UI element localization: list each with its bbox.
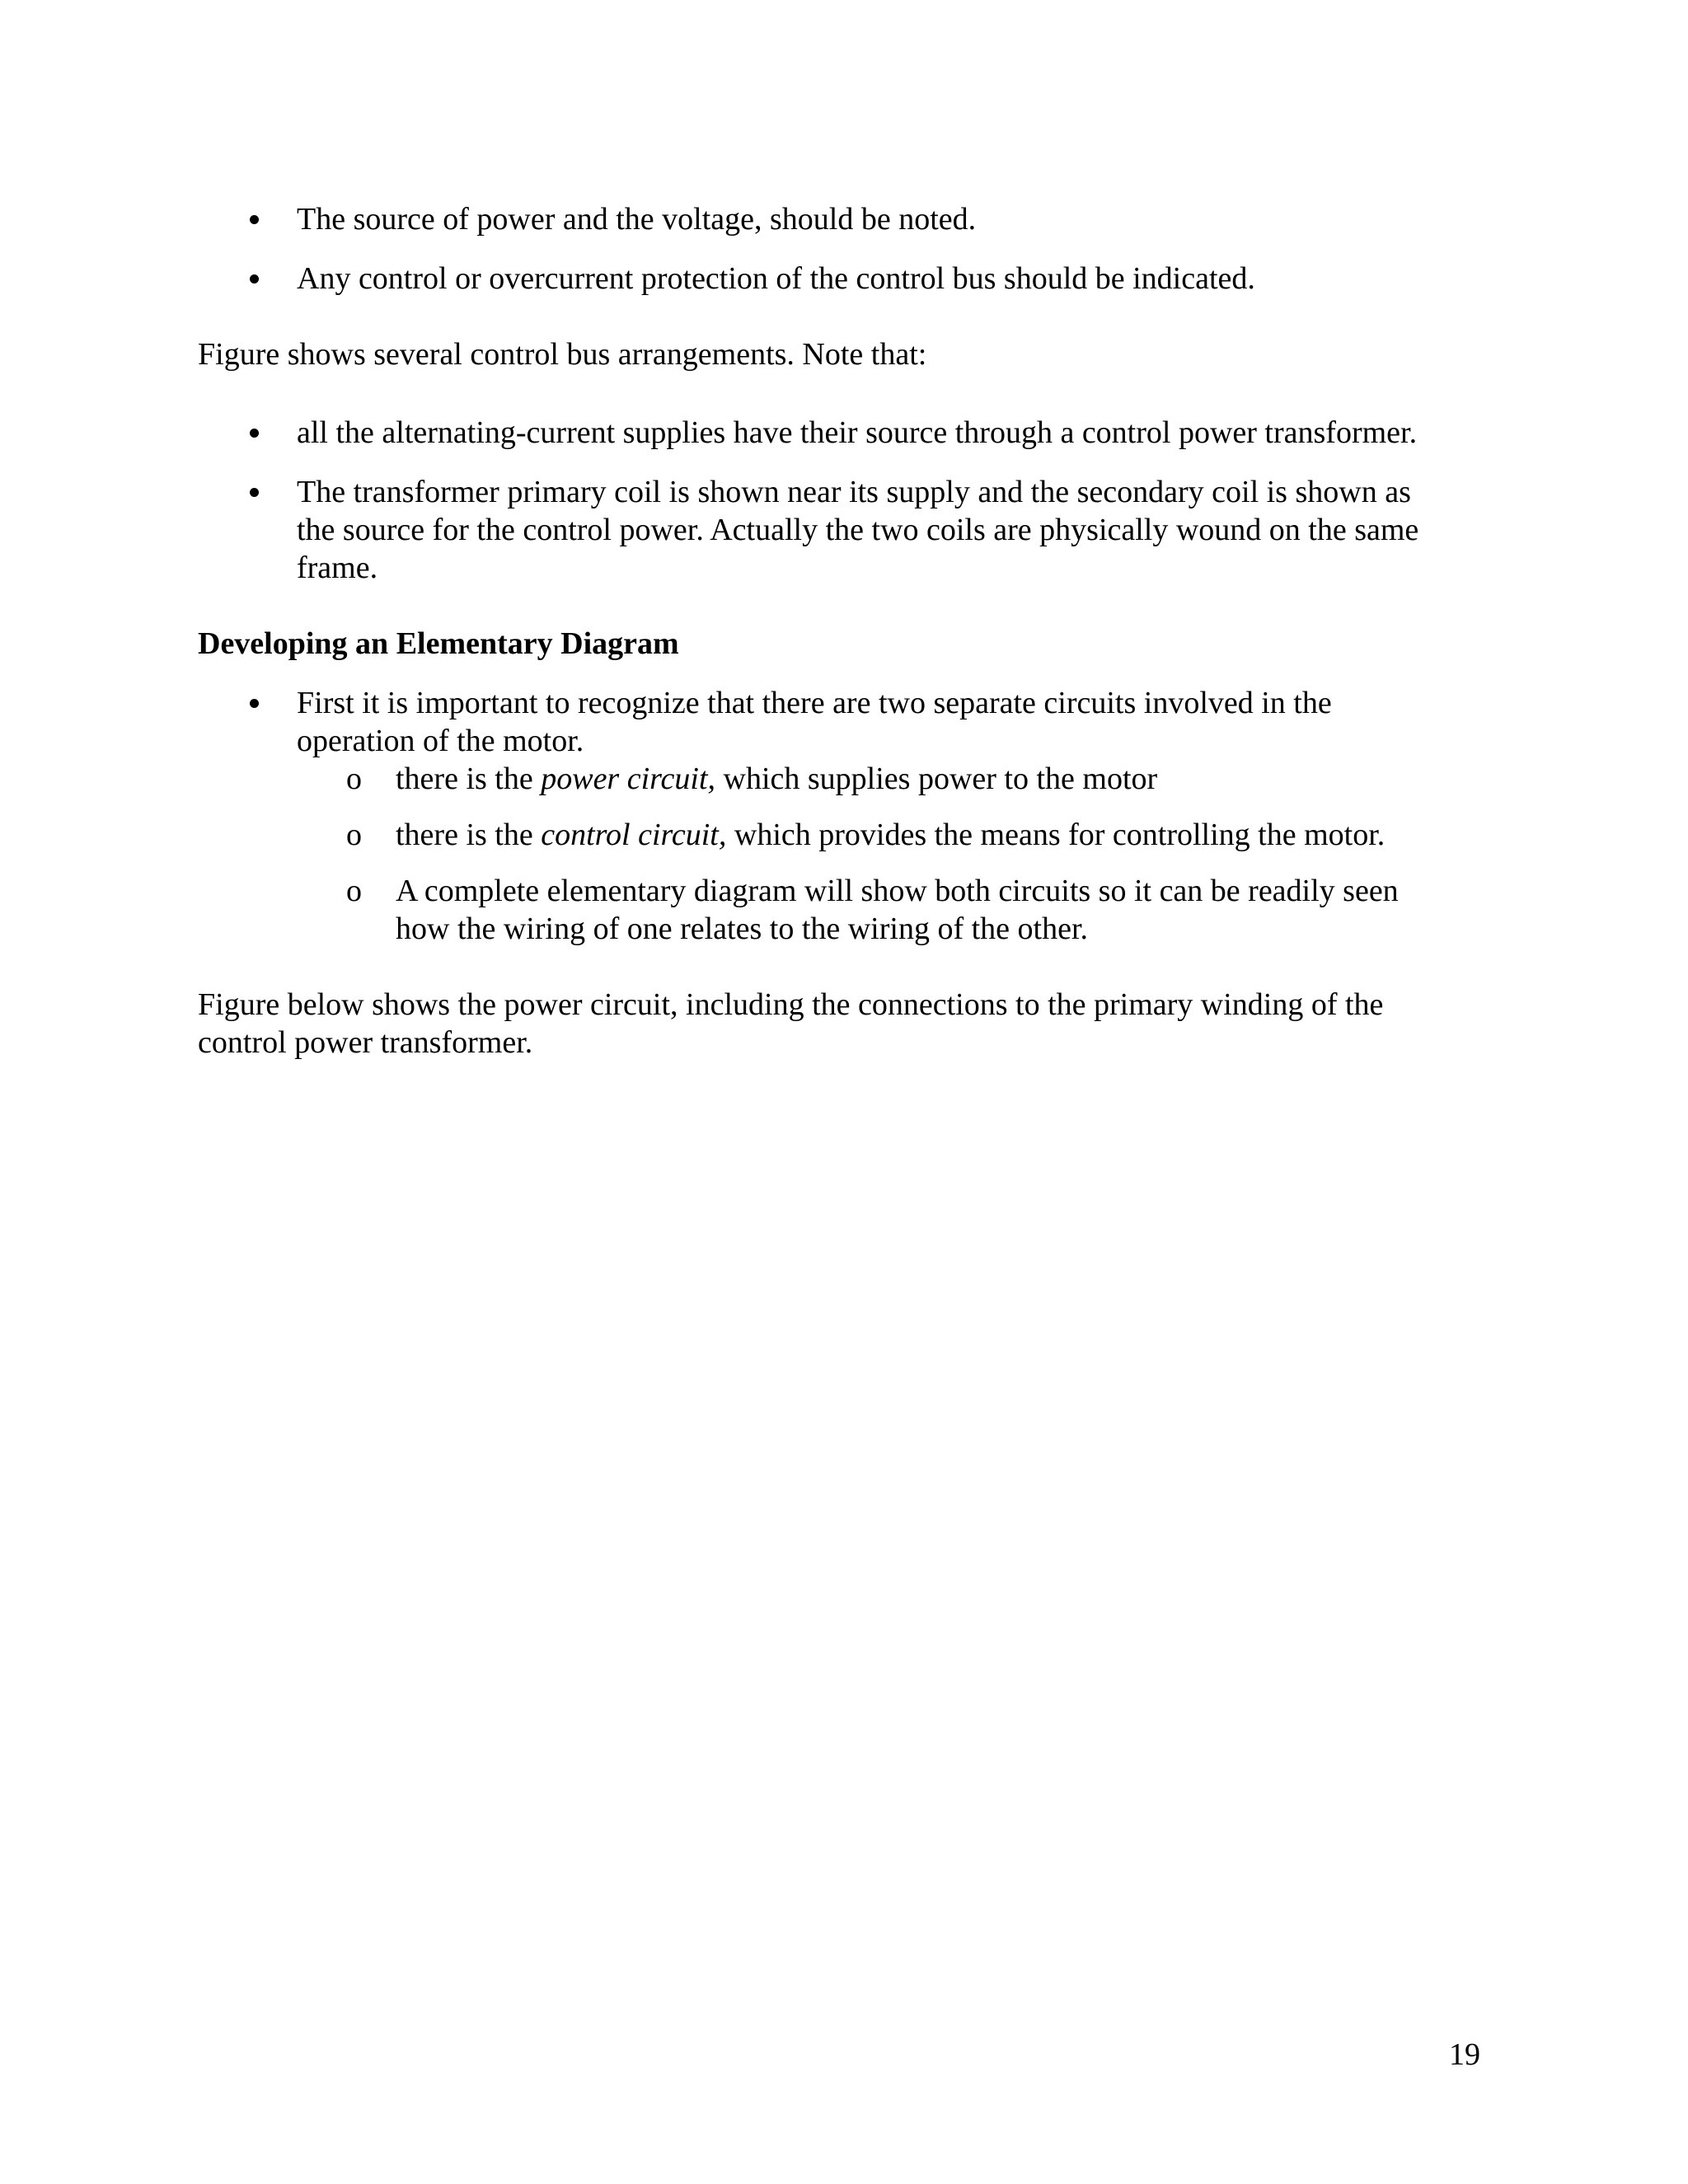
sub1-pre: there is the bbox=[396, 762, 542, 796]
sub2-em: control circuit, bbox=[541, 818, 727, 852]
page-number: 19 bbox=[1449, 2037, 1480, 2072]
bullet-dot bbox=[250, 274, 259, 284]
bullet-dot bbox=[250, 215, 259, 224]
sub-bullet-control-circuit bbox=[396, 816, 1385, 854]
bullet-text-transformer-line3: frame. bbox=[297, 551, 378, 585]
sub1-post: which supplies power to the motor bbox=[715, 762, 1158, 796]
bullet-dot bbox=[250, 488, 259, 497]
section-heading: Developing an Elementary Diagram bbox=[198, 626, 679, 661]
sub-bullet-complete-diagram-line1: A complete elementary diagram will show both circuits so it can be readily seen bbox=[396, 874, 1399, 908]
paragraph-control-bus: Figure shows several control bus arrangements. Note that: bbox=[198, 337, 927, 372]
bullet-dot bbox=[250, 429, 259, 438]
bullet-dot bbox=[250, 699, 259, 708]
sub1-em: power circuit, bbox=[541, 762, 716, 796]
sub-bullet-marker: o bbox=[346, 818, 362, 852]
sub2-post: which provides the means for controlling the motor. bbox=[726, 818, 1386, 852]
bullet-text-power-source: The source of power and the voltage, should be noted. bbox=[297, 202, 977, 237]
bullet-text-transformer-line1: The transformer primary coil is shown near its supply and the secondary coil is shown as bbox=[297, 475, 1411, 509]
sub-bullet-marker: o bbox=[346, 762, 362, 796]
bullet-text-two-circuits-line2: operation of the motor. bbox=[297, 724, 584, 758]
bullet-text-ac-supplies: all the alternating-current supplies have their source through a control power transformer. bbox=[297, 415, 1418, 450]
paragraph-power-circuit-line1: Figure below shows the power circuit, including the connections to the primary winding of the bbox=[198, 987, 1384, 1022]
sub2-pre: there is the bbox=[396, 818, 542, 852]
bullet-text-overcurrent: Any control or overcurrent protection of the control bus should be indicated. bbox=[297, 261, 1255, 296]
sub-bullet-complete-diagram-line2: how the wiring of one relates to the wiring of the other. bbox=[396, 912, 1089, 946]
sub-bullet-power-circuit bbox=[396, 760, 1157, 798]
bullet-text-transformer-line2: the source for the control power. Actually the two coils are physically wound on the same bbox=[297, 513, 1419, 547]
sub-bullet-marker: o bbox=[346, 874, 362, 908]
bullet-text-two-circuits-line1: First it is important to recognize that there are two separate circuits involved in the bbox=[297, 686, 1332, 720]
paragraph-power-circuit-line2: control power transformer. bbox=[198, 1025, 533, 1060]
